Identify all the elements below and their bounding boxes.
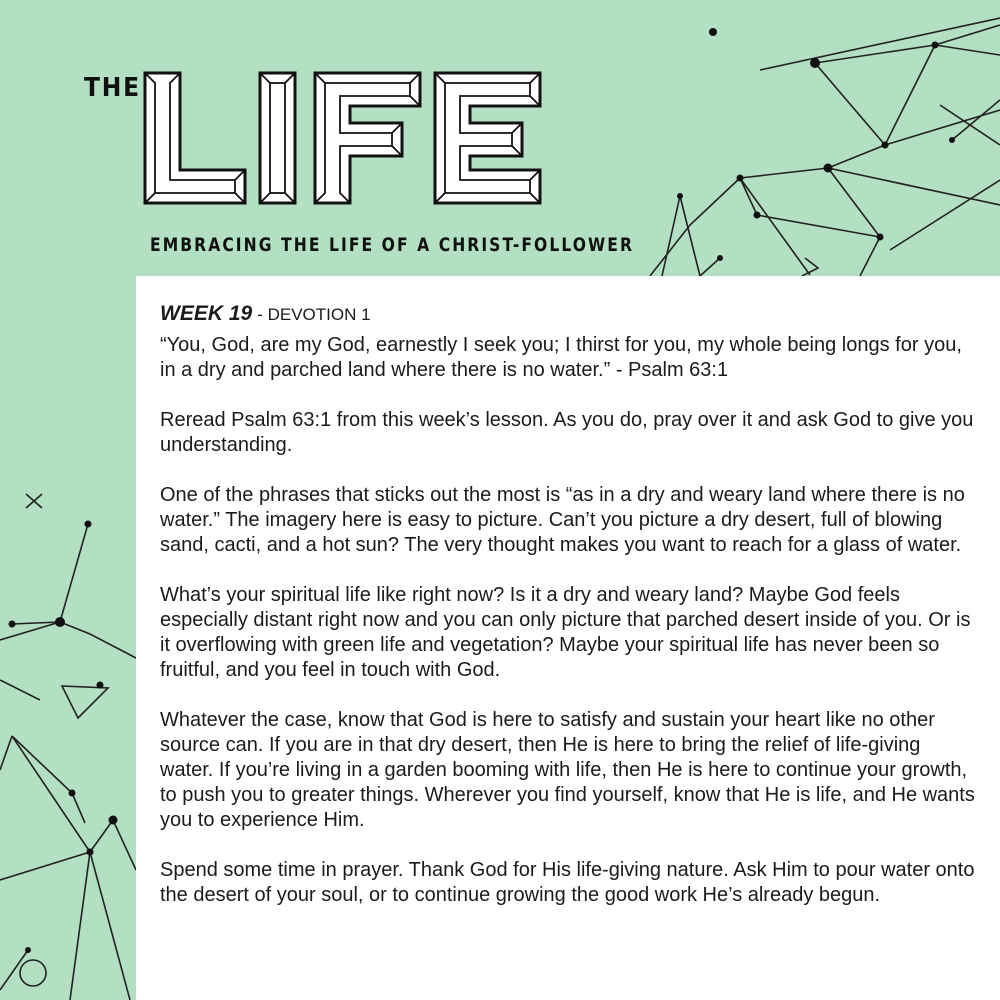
devotion-paragraph: What’s your spiritual life like right now? Is it a dry and weary land? Maybe God feels especially distant right now and you can only picture that parched desert inside of you. Or is it overflowing with green life and vegetation? Maybe your spiritual life has never been so fruitful, and you feel in touch with God.: [160, 584, 971, 681]
constellation-lines-top-right: [650, 18, 1000, 276]
devotion-paragraph: Reread Psalm 63:1 from this week’s lesson. As you do, pray over it and ask God to give you understanding.: [160, 409, 974, 456]
constellation-dots-left: [9, 521, 118, 954]
life-logo: [140, 68, 550, 213]
week-heading: [160, 300, 976, 329]
week-label: WEEK 19: [160, 302, 253, 325]
devotion-content: [160, 300, 976, 933]
logo-the-word: THE: [84, 73, 141, 103]
constellation-lines-left: [0, 494, 136, 1000]
devotion-paragraph: Whatever the case, know that God is here to satisfy and sustain your heart like no other source can. If you are in that dry desert, then He is here to bring the relief of life-giving water. If you’re living in a garden booming with life, then He is here to continue your growth, to push you to greater things. Wherever you find yourself, know that He is life, and He wants you to experience Him.: [160, 709, 975, 831]
scripture-quote: “You, God, are my God, earnestly I seek you; I thirst for you, my whole being longs for you, in a dry and parched land where there is no water.” - Psalm 63:1: [160, 334, 962, 381]
prayer-paragraph: Spend some time in prayer. Thank God for His life-giving nature. Ask Him to pour water onto the desert of your soul, or to continue growing the good work He’s already begun.: [160, 859, 975, 906]
devotion-label: - DEVOTION 1: [257, 305, 371, 324]
devotion-paragraph: One of the phrases that sticks out the most is “as in a dry and weary land where there is no water.” The imagery here is easy to picture. Can’t you picture a dry desert, full of blowing sand, cacti, and a hot sun? The very thought makes you want to reach for a glass of water.: [160, 484, 965, 556]
tagline: EMBRACING THE LIFE OF A CHRIST-FOLLOWER: [150, 234, 635, 256]
